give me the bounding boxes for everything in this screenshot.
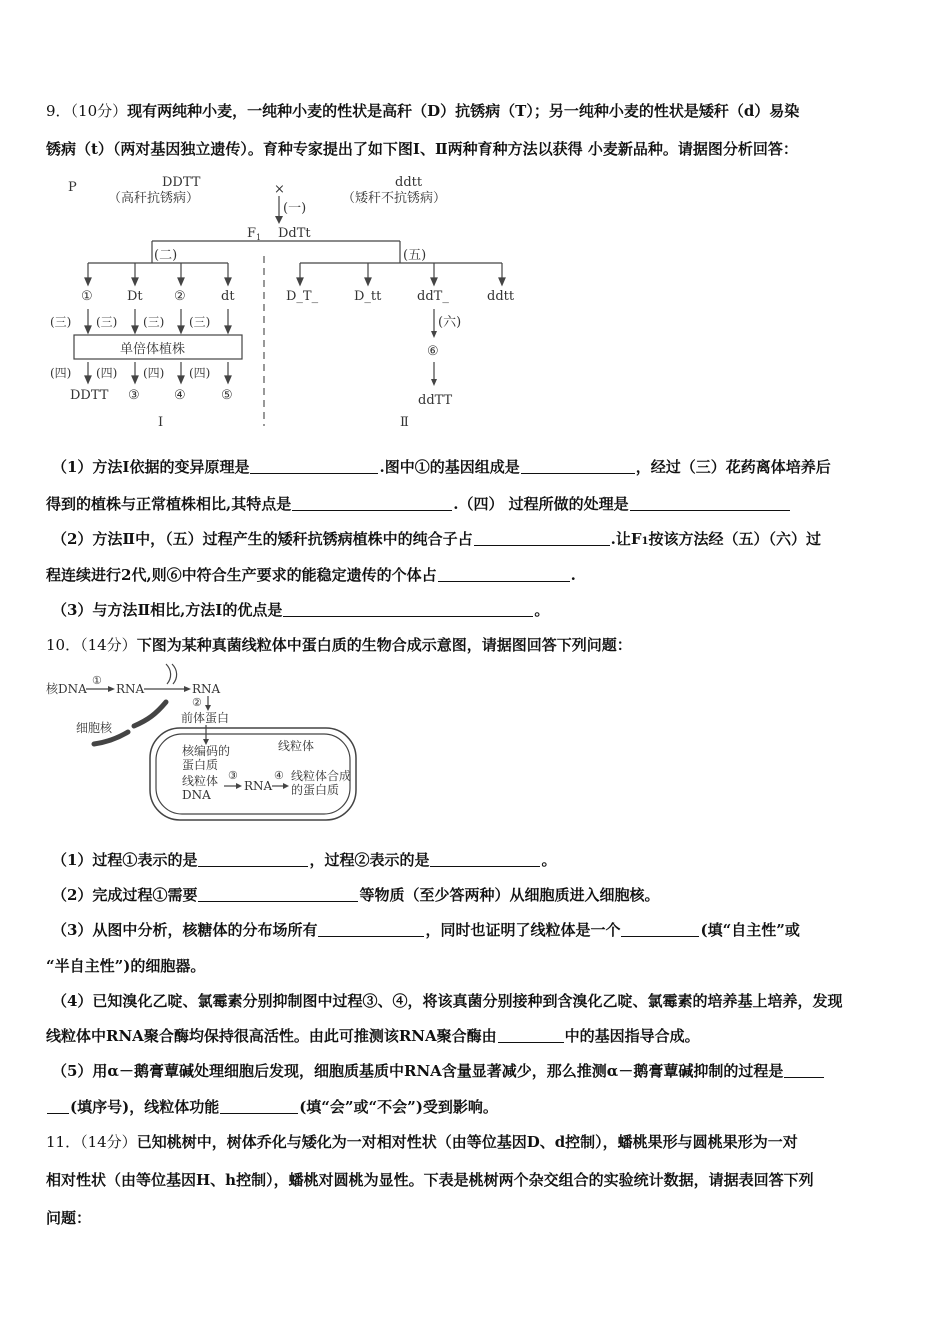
step4-label-q10: ④ bbox=[274, 769, 284, 782]
step4-arrow-head-1 bbox=[85, 376, 91, 383]
step4-label-2: (四) bbox=[96, 366, 118, 380]
q10-sub2-text-b: 等物质（至少答两种）从细胞质进入细胞核。 bbox=[359, 886, 660, 904]
q10-stem-text: 下图为某种真菌线粒体中蛋白质的生物合成示意图，请据图回答下列问题： bbox=[136, 636, 632, 654]
left-result-4: ⑤ bbox=[221, 388, 233, 403]
q9-sub2-text-c: 按该方法经（五）（六）过 bbox=[648, 530, 821, 548]
q9-sub1-line1 bbox=[52, 455, 910, 479]
mt-dna-label-2: DNA bbox=[182, 788, 211, 802]
q10-sub1-blank2[interactable] bbox=[430, 850, 540, 867]
step3-arrow-head-3 bbox=[178, 326, 184, 333]
nuclear-protein-label-2: 蛋白质 bbox=[182, 758, 219, 772]
left-arrow-head-2 bbox=[132, 278, 138, 285]
q9-sub3-blank[interactable] bbox=[283, 600, 533, 617]
q9-sub3-text-b: 。 bbox=[534, 601, 550, 619]
q10-stem-line bbox=[46, 633, 910, 657]
right-arrow-head-2 bbox=[365, 278, 371, 285]
q9-sub1-text-a: （1）方法Ⅰ依据的变异原理是 bbox=[52, 458, 250, 476]
f1-label bbox=[247, 226, 261, 242]
right-genotype-2: D_tt bbox=[354, 289, 382, 304]
right-six: ⑥ bbox=[427, 344, 439, 359]
q9-stem-text1: 现有两纯种小麦，一纯种小麦的性状是高秆（D）抗锈病（T）；另一纯种小麦的性状是矮秆（d）易染 bbox=[127, 102, 800, 120]
f1-subscript: 1 bbox=[256, 233, 262, 242]
q9-sub2-line2 bbox=[46, 563, 910, 587]
mitochondrion-label: 线粒体 bbox=[278, 739, 315, 753]
f1-letter: F bbox=[247, 226, 257, 241]
q11-score: （14分） bbox=[80, 1133, 137, 1151]
q10-sub4-line2 bbox=[46, 1024, 910, 1048]
mitochondria-diagram bbox=[46, 662, 376, 828]
step2-label: (二) bbox=[154, 248, 178, 263]
step3-label-1: (三) bbox=[50, 315, 72, 329]
left-result-2: ③ bbox=[128, 388, 140, 403]
nuclear-dna-label: 核DNA bbox=[46, 682, 87, 696]
q10-sub2-line bbox=[52, 883, 910, 907]
q9-sub1-blank4[interactable] bbox=[630, 494, 790, 511]
q10-sub4-text-c: 中的基因指导合成。 bbox=[564, 1027, 700, 1045]
q9-sub2-subscript: 1 bbox=[641, 536, 649, 547]
q10-sub5-blank1a[interactable] bbox=[784, 1061, 824, 1078]
q10-sub3-blank2[interactable] bbox=[621, 920, 699, 937]
arrow-head-step1-q10 bbox=[108, 686, 115, 692]
q9-stem-line2: 锈病（t）（两对基因独立遗传）。育种专家提出了如下图Ⅰ、Ⅱ两种育种方法以获得 小麦新品种。请据图分析回答： bbox=[46, 140, 798, 158]
left-arrow-head-3 bbox=[178, 278, 184, 285]
step3-arrow-head-1 bbox=[85, 326, 91, 333]
q11-stem-line2: 相对性状（由等位基因H、h控制），蟠桃对圆桃为显性。下表是桃树两个杂交组合的实验统计数据，请据表回答下列 bbox=[46, 1171, 814, 1189]
left-gamete-3: ② bbox=[174, 289, 186, 304]
q10-sub5-text-a: （5）用α－鹅膏蕈碱处理细胞后发现，细胞质基质中RNA含量显著减少，那么推测α－鹅膏蕈碱抑制的过程是 bbox=[52, 1062, 784, 1080]
q9-sub2-blank2[interactable] bbox=[438, 565, 570, 582]
left-gamete-4: dt bbox=[221, 289, 235, 304]
q9-sub3-text-a: （3）与方法Ⅱ相比,方法Ⅰ的优点是 bbox=[52, 601, 283, 619]
step3-label-2: (三) bbox=[96, 315, 118, 329]
q9-sub1-text-d: 得到的植株与正常植株相比,其特点是 bbox=[46, 495, 292, 513]
q9-sub1-text-b: .图中①的基因组成是 bbox=[379, 458, 520, 476]
q10-sub4-text-b: 线粒体中RNA聚合酶均保持很高活性。由此可推测该RNA聚合酶由 bbox=[46, 1027, 497, 1045]
step4-arrow-head-3 bbox=[178, 376, 184, 383]
q9-sub1-text-e: .（四） 过程所做的处理是 bbox=[453, 495, 629, 513]
left-result-1: DDTT bbox=[70, 388, 109, 403]
mt-dna-label-1: 线粒体 bbox=[182, 774, 219, 788]
step3-arrow-head-2 bbox=[132, 326, 138, 333]
parent2-genotype: ddtt bbox=[395, 175, 423, 190]
step1-label-q10: ① bbox=[92, 674, 102, 687]
arrow-head-rna-export bbox=[184, 686, 191, 692]
q10-sub5-blank2[interactable] bbox=[220, 1097, 298, 1114]
q10-number: 10． bbox=[46, 636, 81, 654]
step4-label-3: (四) bbox=[143, 366, 165, 380]
q10-sub1-blank1[interactable] bbox=[198, 850, 308, 867]
parent1-phenotype: （高秆抗锈病） bbox=[108, 191, 200, 206]
q9-sub1-line2 bbox=[46, 492, 910, 516]
q9-sub1-text-c: ，经过（三）花药离体培养后 bbox=[635, 458, 831, 476]
q9-stem-line1 bbox=[46, 99, 910, 123]
step3-arrow-head-4 bbox=[225, 326, 231, 333]
arrow-head-step6 bbox=[431, 331, 437, 338]
q10-sub3-line1 bbox=[52, 918, 910, 942]
right-arrow-head-3 bbox=[431, 278, 437, 285]
q10-sub2-blank[interactable] bbox=[198, 885, 358, 902]
breeding-diagram bbox=[50, 164, 570, 432]
q9-sub1-blank1[interactable] bbox=[250, 457, 378, 474]
q9-sub2-text-d: 程连续进行2代,则⑥中符合生产要求的能稳定遗传的个体占 bbox=[46, 566, 437, 584]
arrow-head-step4-q10 bbox=[283, 783, 289, 789]
q10-sub3-text-a: （3）从图中分析，核糖体的分布场所有 bbox=[52, 921, 318, 939]
right-genotype-4: ddtt bbox=[487, 289, 515, 304]
method1-label: Ⅰ bbox=[158, 415, 164, 430]
q9-sub2-text-a: （2）方法Ⅱ中，（五）过程产生的矮秆抗锈病植株中的纯合子占 bbox=[52, 530, 473, 548]
right-genotype-3: ddT_ bbox=[417, 289, 449, 304]
q10-sub1-text-c: 。 bbox=[541, 851, 557, 869]
q10-sub5-blank1b[interactable] bbox=[47, 1097, 69, 1114]
right-arrow-head-1 bbox=[297, 278, 303, 285]
q10-sub3-text-b: ，同时也证明了线粒体是一个 bbox=[425, 921, 621, 939]
q9-score: （10分） bbox=[70, 102, 128, 120]
parent1-genotype: DDTT bbox=[162, 175, 201, 190]
left-gamete-2: Dt bbox=[127, 289, 143, 304]
q10-score: （14分） bbox=[80, 636, 137, 654]
q9-sub2-text-e: . bbox=[570, 566, 576, 584]
nuclear-protein-label-1: 核编码的 bbox=[182, 744, 231, 758]
step3-label-3: (三) bbox=[143, 315, 165, 329]
q10-sub2-text-a: （2）完成过程①需要 bbox=[52, 886, 198, 904]
step3-label-q10: ③ bbox=[228, 769, 238, 782]
right-branch-lines bbox=[300, 241, 502, 263]
right-arrow-head-4 bbox=[499, 278, 505, 285]
arrow-head-step1 bbox=[275, 216, 283, 224]
cross-symbol: × bbox=[274, 182, 285, 197]
q10-sub1-text-a: （1）过程①表示的是 bbox=[52, 851, 198, 869]
q11-number: 11． bbox=[46, 1133, 81, 1151]
rna1-label: RNA bbox=[116, 682, 145, 696]
left-result-3: ④ bbox=[174, 388, 186, 403]
right-genotype-1: D_T_ bbox=[286, 289, 319, 304]
q9-number: 9． bbox=[46, 102, 71, 120]
q10-sub5-text-b: (填序号)，线粒体功能 bbox=[70, 1098, 220, 1116]
left-arrows bbox=[85, 263, 231, 285]
q10-sub5-line2 bbox=[46, 1095, 910, 1119]
nuclear-membrane-upper bbox=[134, 702, 166, 726]
q11-stem-line1 bbox=[46, 1130, 910, 1154]
step6-label: (六) bbox=[438, 315, 462, 330]
q9-sub1-blank3[interactable] bbox=[292, 494, 452, 511]
step4-arrow-head-2 bbox=[132, 376, 138, 383]
nuclear-pore-top bbox=[166, 664, 177, 684]
left-arrow-head-4 bbox=[225, 278, 231, 285]
q9-sub1-blank2[interactable] bbox=[521, 457, 635, 474]
mt-protein-label-2: 的蛋白质 bbox=[291, 783, 340, 797]
parent2-phenotype: （矮秆不抗锈病） bbox=[342, 191, 447, 206]
q9-sub3-line bbox=[52, 598, 910, 622]
step4-arrow-head-4 bbox=[225, 376, 231, 383]
nucleus-label: 细胞核 bbox=[76, 721, 113, 735]
q9-sub2-line1 bbox=[52, 527, 910, 554]
q10-sub3-line2: “半自主性”)的细胞器。 bbox=[46, 957, 206, 975]
step1-label: (一) bbox=[283, 201, 307, 216]
step4-label-1: (四) bbox=[50, 366, 72, 380]
q10-sub3-text-c: (填“自主性”或 bbox=[700, 921, 800, 939]
f1-genotype: DdTt bbox=[278, 226, 311, 241]
q11-stem-line3: 问题： bbox=[46, 1209, 92, 1227]
right-result: ddTT bbox=[418, 393, 453, 408]
q10-sub4-line1: （4）已知溴化乙啶、氯霉素分别抑制图中过程③、④，将该真菌分别接种到含溴化乙啶、氯霉素的培养基上培养，发现 bbox=[52, 992, 843, 1010]
precursor-label: 前体蛋白 bbox=[181, 711, 230, 725]
step3-label-4: (三) bbox=[189, 315, 211, 329]
rna3-label: RNA bbox=[244, 779, 273, 793]
q10-sub1-line bbox=[52, 848, 910, 872]
step4-label-4: (四) bbox=[189, 366, 211, 380]
mt-protein-label-1: 线粒体合成 bbox=[291, 769, 352, 783]
right-arrows bbox=[297, 263, 505, 285]
q10-sub5-text-c: (填“会”或“不会”)受到影响。 bbox=[299, 1098, 498, 1116]
step5-label: (五) bbox=[403, 248, 427, 263]
q10-sub4-blank[interactable] bbox=[498, 1026, 564, 1043]
left-gamete-1: ① bbox=[81, 289, 93, 304]
q10-sub3-blank1[interactable] bbox=[318, 920, 424, 937]
rna2-label: RNA bbox=[192, 682, 221, 696]
haploid-label: 单倍体植株 bbox=[120, 342, 186, 357]
q11-stem-text1: 已知桃树中，树体乔化与矮化为一对相对性状（由等位基因D、d控制），蟠桃果形与圆桃果形为一对 bbox=[136, 1133, 798, 1151]
method2-label: Ⅱ bbox=[400, 415, 409, 430]
arrow-head-step3-q10 bbox=[236, 783, 242, 789]
q10-sub1-text-b: ，过程②表示的是 bbox=[309, 851, 430, 869]
arrow-head-to-ddtt bbox=[431, 379, 437, 386]
q9-sub2-blank1[interactable] bbox=[474, 529, 610, 546]
q10-sub5-line1 bbox=[52, 1059, 910, 1083]
q9-sub2-text-b: .让F bbox=[610, 530, 642, 548]
p-label: P bbox=[68, 180, 77, 195]
step2-label-q10: ② bbox=[192, 696, 202, 709]
left-arrow-head-1 bbox=[85, 278, 91, 285]
